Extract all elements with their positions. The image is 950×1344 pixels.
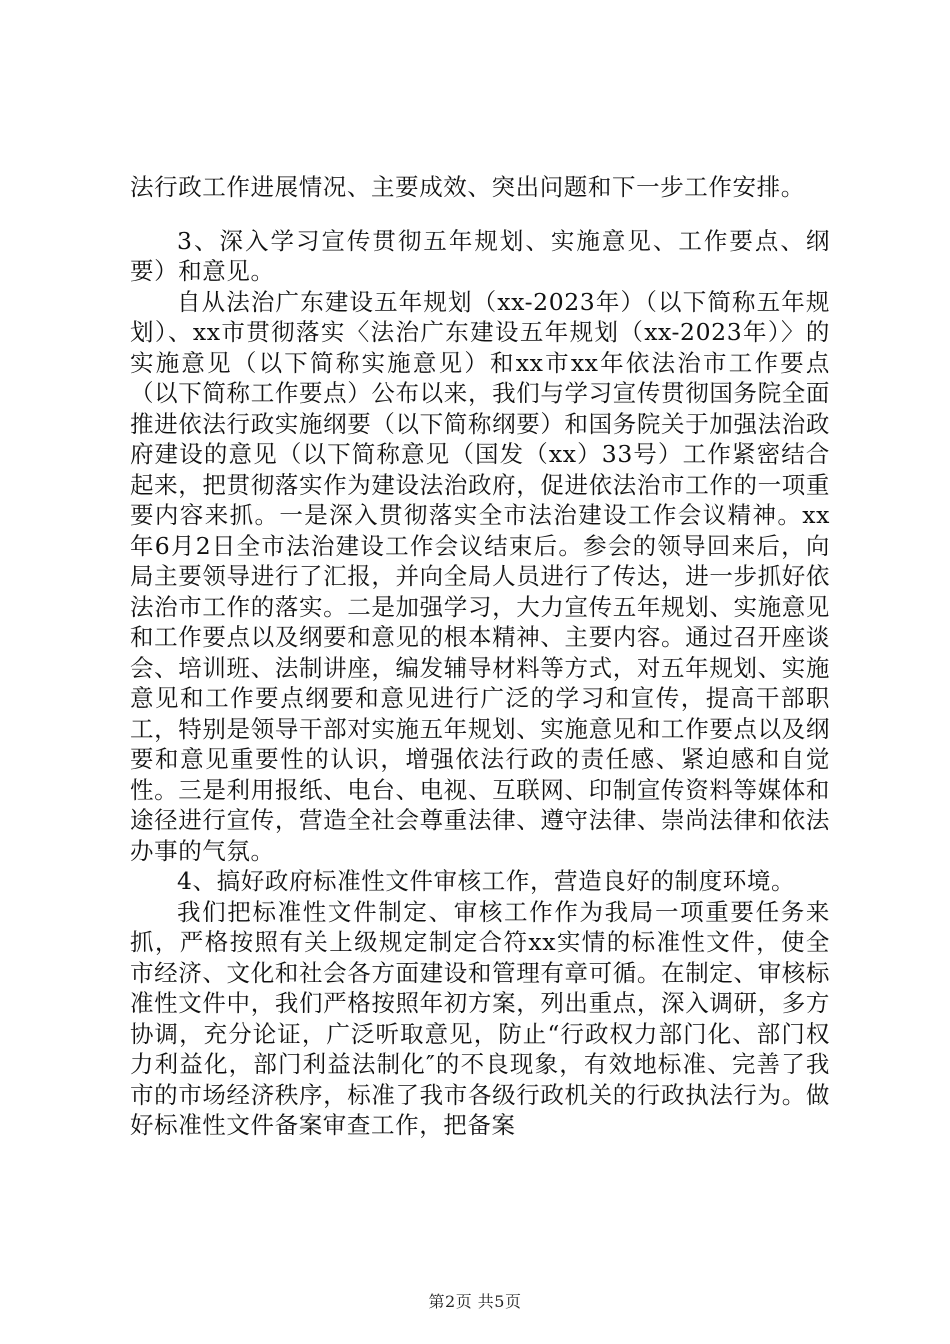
page-number-footer: 第2页 共5页	[428, 1292, 522, 1311]
document-body	[130, 172, 830, 1141]
section-heading-4: 4、搞好政府标准性文件审核工作，营造良好的制度环境。	[177, 867, 796, 895]
paragraph-continuation: 法行政工作进展情况、主要成效、突出问题和下一步工作安排。	[130, 173, 805, 201]
paragraph-normative-documents: 我们把标准性文件制定、审核工作作为我局一项重要任务来抓，严格按照有关上级规定制定合符xx实情的标准性文件，使全市经济、文化和社会各方面建设和管理有章可循。在制定、审核标准性文件中，我们严格按照年初方案，列出重点，深入调研，多方协调，充分论证，广泛听取意见，防止“行政权力部门化、部门权力利益化，部门利益法制化″的不良现象，有效地标准、完善了我市的市场经济秩序，标准了我市各级行政机关的行政执法行为。做好标准性文件备案审查工作，把备案	[130, 897, 830, 1139]
paragraph-five-year-plan: 自从法治广东建设五年规划（xx-2023年）（以下简称五年规划）、xx市贯彻落实〈法治广东建设五年规划（xx-2023年）〉的实施意见（以下简称实施意见）和xx市xx年依法治市工作要点（以下简称工作要点）公布以来，我们与学习宣传贯彻国务院全面推进依法行政实施纲要（以下简称纲要）和国务院关于加强法治政府建设的意见（以下简称意见（国发（xx）33号）工作紧密结合起来，把贯彻落实作为建设法治政府，促进依法治市工作的一项重要内容来抓。一是深入贯彻落实全市法治建设工作会议精神。xx年6月2日全市法治建设工作会议结束后。参会的领导回来后，向局主要领导进行了汇报，并向全局人员进行了传达，进一步抓好依法治市工作的落实。二是加强学习，大力宣传五年规划、实施意见和工作要点以及纲要和意见的根本精神、主要内容。通过召开座谈会、培训班、法制讲座，编发辅导材料等方式，对五年规划、实施意见和工作要点纲要和意见进行广泛的学习和宣传，提高干部职工，特别是领导干部对实施五年规划、实施意见和工作要点以及纲要和意见重要性的认识，增强依法行政的责任感、紧迫感和自觉性。三是利用报纸、电台、电视、互联网、印制宣传资料等媒体和途径进行宣传，营造全社会尊重法律、遵守法律、崇尚法律和依法办事的气氛。	[130, 287, 830, 865]
section-heading-3: 3、深入学习宣传贯彻五年规划、实施意见、工作要点、纲要）和意见。	[130, 226, 830, 285]
